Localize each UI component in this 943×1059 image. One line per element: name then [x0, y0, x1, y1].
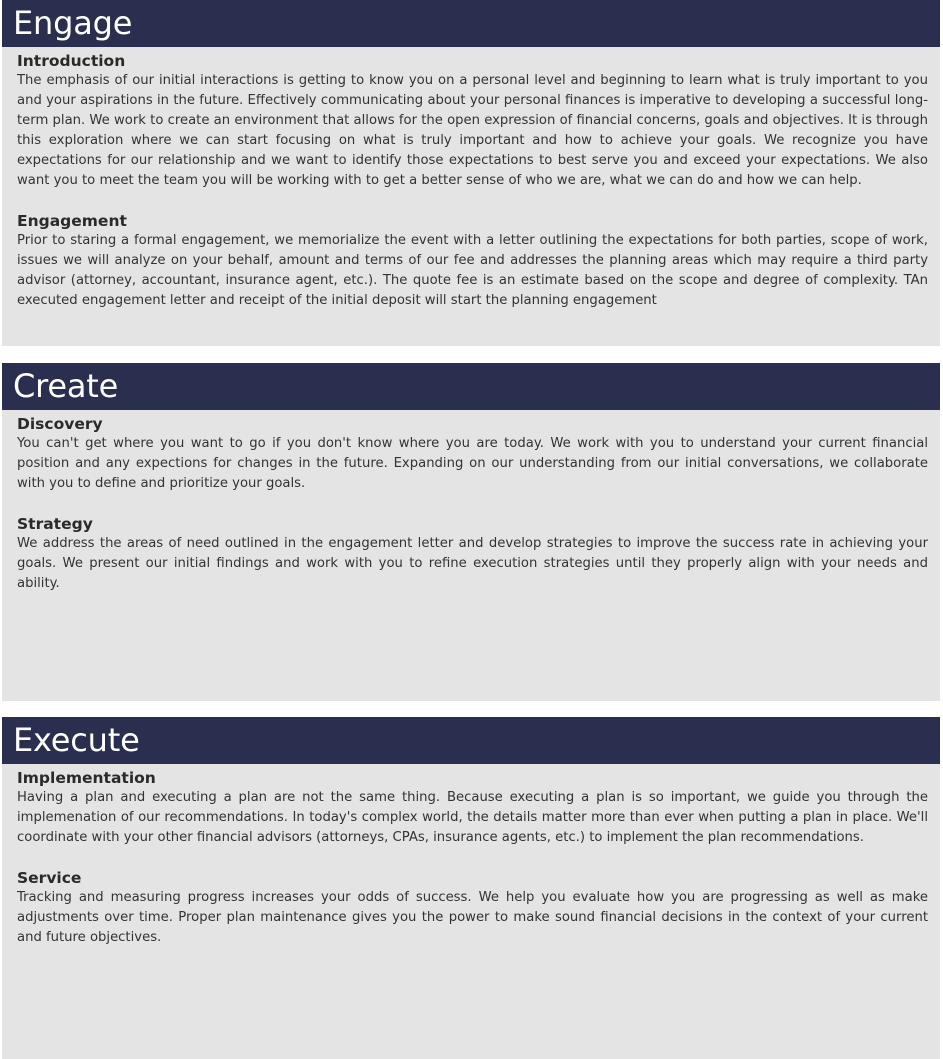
service-heading: Service: [17, 869, 82, 887]
create-section: [2, 363, 940, 701]
engagement-heading: Engagement: [17, 212, 127, 230]
execute-header: Execute: [2, 717, 940, 764]
engagement-text: Prior to staring a formal engagement, we memorialize the event with a letter outlining the expectations for both parties, scope of work, issues we will analyze on your behalf, amount and terms of our fee and addresses the planning areas which may require a third party advisor (attorney, accountant, insurance agent, etc.). The quote fee is an estimate based on the scope and degree of complexity. TAn executed engagement letter and receipt of the initial deposit will start the planning engagement: [17, 233, 928, 308]
discovery-heading: Discovery: [17, 415, 103, 433]
implementation-text: Having a plan and executing a plan are not the same thing. Because executing a plan is so important, we guide you through the implemenation of our recommendations. In today's complex world, the details matter more than ever when putting a plan in place. We'll coordinate with your other financial advisors (attorneys, CPAs, insurance agents, etc.) to implement the plan recommendations.: [17, 790, 928, 845]
strategy-heading: Strategy: [17, 515, 93, 533]
create-body: [2, 410, 940, 594]
execute-section: [2, 717, 940, 1059]
engage-header: Engage: [2, 0, 940, 47]
execute-body: [2, 764, 940, 948]
introduction-text: The emphasis of our initial interactions is getting to know you on a personal level and beginning to learn what is truly important to you and your aspirations in the future. Effectively communicating about your personal finances is imperative to developing a successful long-term plan. We work to create an environment that allows for the open expression of financial concerns, goals and objectives. It is through this exploration where we can start focusing on what is truly important and how to achieve your goals. We recognize you have expectations for our relationship and we want to identify those expectations to best serve you and exceed your expectations. We also want you to meet the team you will be working with to get a better sense of who we are, what we can do and how we can help.: [17, 73, 928, 188]
engage-body: [2, 47, 940, 311]
create-header: Create: [2, 363, 940, 410]
introduction-heading: Introduction: [17, 52, 126, 70]
service-text: Tracking and measuring progress increases your odds of success. We help you evaluate how you are progressing as well as make adjustments over time. Proper plan maintenance gives you the power to make sound financial decisions in the context of your current and future objectives.: [17, 890, 928, 945]
strategy-text: We address the areas of need outlined in the engagement letter and develop strategies to improve the success rate in achieving your goals. We present our initial findings and work with you to refine execution strategies until they properly align with your needs and ability.: [17, 536, 928, 591]
engage-section: [2, 0, 940, 346]
discovery-text: You can't get where you want to go if you don't know where you are today. We work with you to understand your current financial position and any expections for changes in the future. Expanding on our understanding from our initial conversations, we collaborate with you to define and prioritize your goals.: [17, 436, 928, 491]
implementation-heading: Implementation: [17, 769, 156, 787]
